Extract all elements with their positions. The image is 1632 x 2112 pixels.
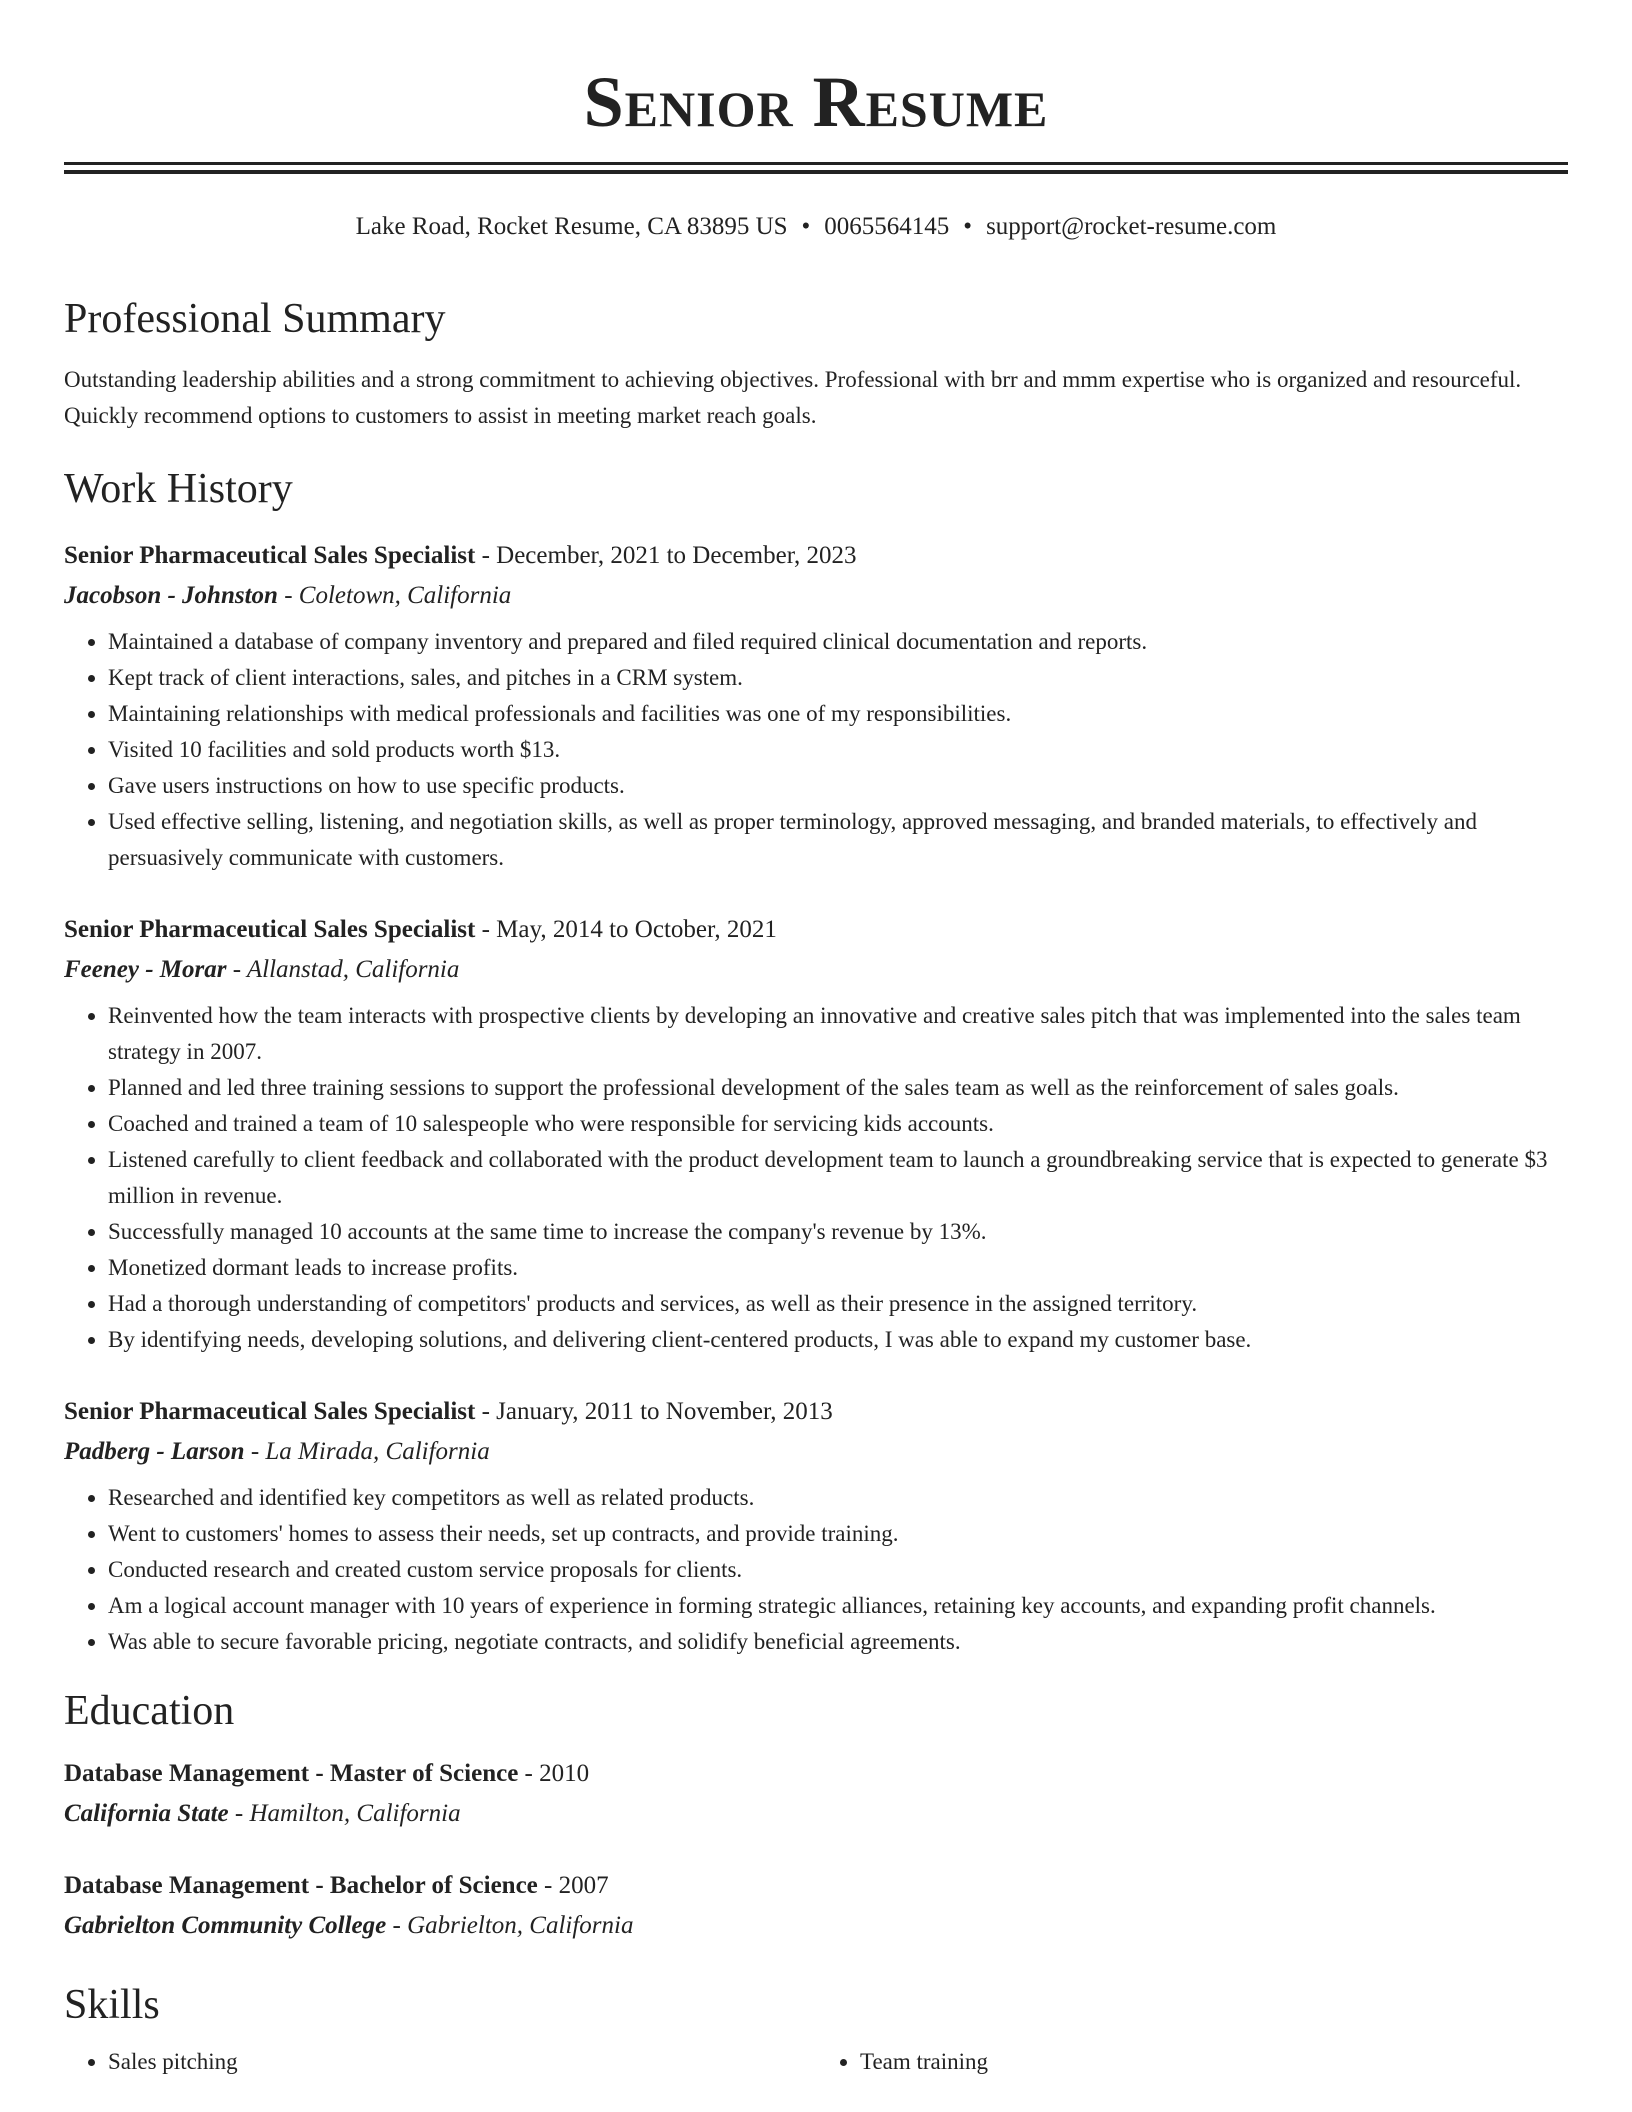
employer-line	[64, 576, 1568, 616]
degree-year: - 2010	[518, 1760, 590, 1787]
job-bullets	[64, 1480, 1568, 1660]
section-education	[64, 1686, 1568, 1946]
list-item: • Researched and identified key competitors as well as related products.	[108, 1480, 1568, 1516]
section-heading: Professional Summary	[64, 296, 446, 342]
section-work-history	[64, 464, 1568, 1660]
school-name: Gabrielton Community College	[64, 1912, 387, 1939]
list-item: • Planned and led three training sessions to support the professional development of the sales team as well as the reinforcement of sales goals.	[108, 1070, 1568, 1106]
employer-name: Feeney - Morar	[64, 956, 227, 983]
job-entry	[64, 1392, 1568, 1660]
school-name: California State	[64, 1800, 229, 1827]
section-summary	[64, 294, 1568, 434]
job-title-line	[64, 1392, 1568, 1432]
job-bullets	[64, 998, 1568, 1358]
school-location: - Hamilton, California	[228, 1800, 461, 1827]
employer-name: Jacobson - Johnston	[64, 582, 278, 609]
job-dates: - May, 2014 to October, 2021	[475, 916, 777, 943]
degree-line	[64, 1754, 1568, 1794]
list-item: • Used effective selling, listening, and negotiation skills, as well as proper terminology, approved messaging, and branded materials, to effectively and persuasively communicate with customers.	[108, 804, 1568, 876]
list-item: • Maintaining relationships with medical professionals and facilities was one of my responsibilities.	[108, 696, 1568, 732]
list-item: • Maintained a database of company inventory and prepared and filed required clinical documentation and reports.	[108, 624, 1568, 660]
section-heading: Education	[64, 1688, 235, 1734]
employer-line	[64, 1432, 1568, 1472]
degree-year: - 2007	[537, 1872, 609, 1899]
employer-location: - Coletown, California	[277, 582, 512, 609]
section-skills	[64, 1980, 1568, 2080]
job-title-line	[64, 536, 1568, 576]
job-entry	[64, 910, 1568, 1358]
school-location: - Gabrielton, California	[386, 1912, 634, 1939]
summary-text: Outstanding leadership abilities and a strong commitment to achieving objectives. Professional with brr and mmm expertise who is organized and resourceful. Quickly recommend options to customers to assist in meeting market reach goals.	[64, 367, 1522, 428]
list-item: • Was able to secure favorable pricing, negotiate contracts, and solidify beneficial agreements.	[108, 1624, 1568, 1660]
degree-line	[64, 1866, 1568, 1906]
skills-grid	[64, 2044, 1568, 2080]
skills-column-right	[816, 2044, 1568, 2080]
school-line	[64, 1906, 1568, 1946]
job-dates: - January, 2011 to November, 2013	[475, 1398, 833, 1425]
list-item: • Successfully managed 10 accounts at the same time to increase the company's revenue by 13%.	[108, 1214, 1568, 1250]
contact-email: support@rocket-resume.com	[986, 213, 1277, 240]
degree-name: Database Management - Bachelor of Science	[64, 1872, 538, 1899]
list-item: • Had a thorough understanding of competitors' products and services, as well as their presence in the assigned territory.	[108, 1286, 1568, 1322]
contact-address: Lake Road, Rocket Resume, CA 83895 US	[355, 213, 788, 240]
section-heading: Skills	[64, 1982, 160, 2028]
skill-item: • Team training	[860, 2044, 1568, 2080]
list-item: • Reinvented how the team interacts with prospective clients by developing an innovative and creative sales pitch that was implemented into the sales team strategy in 2007.	[108, 998, 1568, 1070]
job-title: Senior Pharmaceutical Sales Specialist	[64, 1398, 476, 1425]
skills-column-left	[64, 2044, 816, 2080]
employer-location: - Allanstad, California	[226, 956, 460, 983]
header-divider	[64, 162, 1568, 174]
list-item: • Conducted research and created custom service proposals for clients.	[108, 1552, 1568, 1588]
list-item: • Coached and trained a team of 10 salespeople who were responsible for servicing kids accounts.	[108, 1106, 1568, 1142]
list-item: • Went to customers' homes to assess their needs, set up contracts, and provide training.	[108, 1516, 1568, 1552]
contact-separator: •	[963, 213, 973, 240]
employer-name: Padberg - Larson	[64, 1438, 245, 1465]
resume-page	[64, 0, 1568, 2080]
job-title-line	[64, 910, 1568, 950]
contact-line	[64, 210, 1568, 244]
job-bullets	[64, 624, 1568, 876]
list-item: • Listened carefully to client feedback and collaborated with the product development team to launch a groundbreaking service that is expected to generate $3 million in revenue.	[108, 1142, 1568, 1214]
list-item: • Monetized dormant leads to increase profits.	[108, 1250, 1568, 1286]
contact-separator: •	[801, 213, 811, 240]
contact-phone: 0065564145	[824, 213, 950, 240]
list-item: • Am a logical account manager with 10 years of experience in forming strategic alliances, retaining key accounts, and expanding profit channels.	[108, 1588, 1568, 1624]
employer-location: - La Mirada, California	[244, 1438, 490, 1465]
list-item: • By identifying needs, developing solutions, and delivering client-centered products, I was able to expand my customer base.	[108, 1322, 1568, 1358]
school-line	[64, 1794, 1568, 1834]
job-title: Senior Pharmaceutical Sales Specialist	[64, 542, 476, 569]
list-item: • Visited 10 facilities and sold products worth $13.	[108, 732, 1568, 768]
degree-name: Database Management - Master of Science	[64, 1760, 519, 1787]
skill-item: • Sales pitching	[108, 2044, 816, 2080]
job-dates: - December, 2021 to December, 2023	[475, 542, 857, 569]
employer-line	[64, 950, 1568, 990]
education-entry	[64, 1754, 1568, 1834]
education-entry	[64, 1866, 1568, 1946]
job-title: Senior Pharmaceutical Sales Specialist	[64, 916, 476, 943]
list-item: • Gave users instructions on how to use specific products.	[108, 768, 1568, 804]
resume-name: Senior Resume	[583, 62, 1049, 142]
job-entry	[64, 536, 1568, 876]
section-heading: Work History	[64, 466, 293, 512]
list-item: • Kept track of client interactions, sales, and pitches in a CRM system.	[108, 660, 1568, 696]
